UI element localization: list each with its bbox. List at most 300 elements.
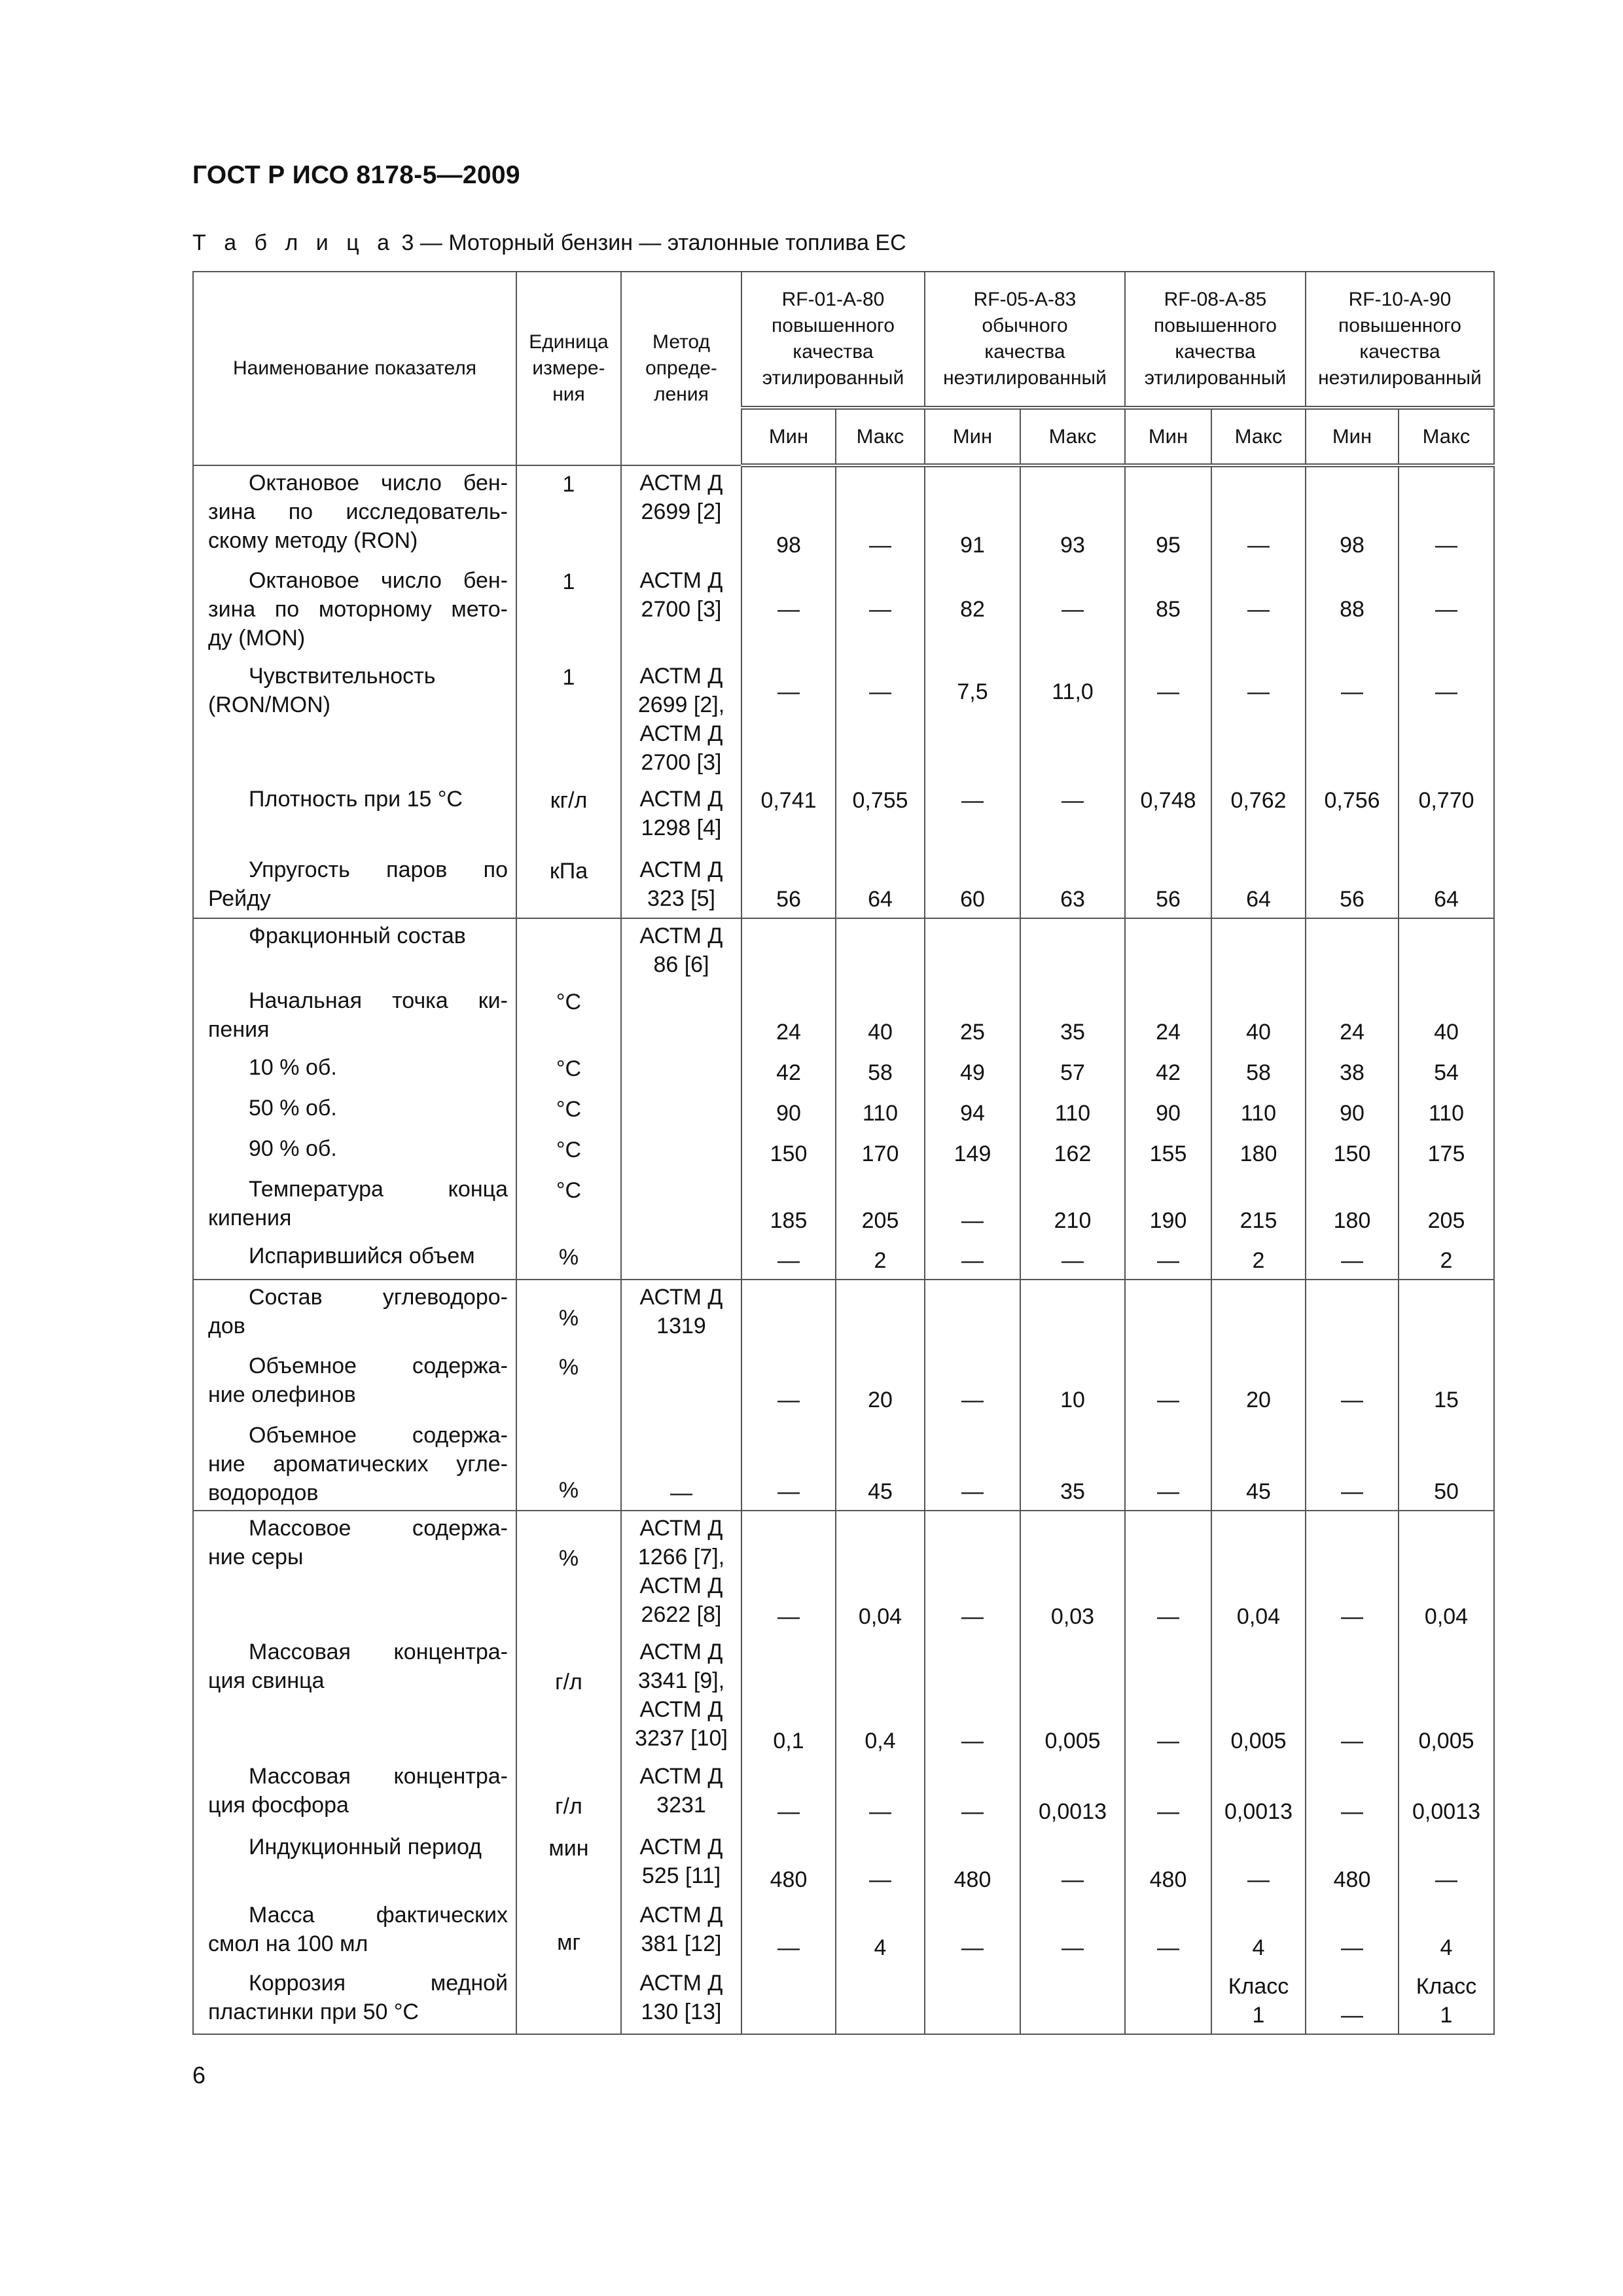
value-min-cell: 88 — [1306, 564, 1399, 659]
value-min-cell: 190 — [1125, 1172, 1211, 1239]
indicator-name — [193, 1132, 516, 1172]
indicator-name-line: водородов — [208, 1480, 319, 1505]
header-min: Мин — [741, 408, 836, 465]
value-max-cell: — — [1399, 1830, 1494, 1898]
method-cell: АСТМ Д 2700 [3] — [621, 564, 741, 659]
method-cell: — — [621, 1418, 741, 1511]
header-min: Мин — [1306, 408, 1399, 465]
value-min-cell: 150 — [741, 1132, 836, 1172]
value-max-cell: — — [1020, 1239, 1125, 1280]
method-cell: АСТМ Д 381 [12] — [621, 1898, 741, 1966]
unit-cell: % — [516, 1280, 621, 1349]
value-min-cell: 0,756 — [1306, 782, 1399, 853]
value-min-cell: 42 — [1125, 1050, 1211, 1091]
unit-cell: 1 — [516, 465, 621, 564]
table-row — [193, 1172, 1494, 1239]
indicator-name — [193, 1511, 516, 1635]
value-max-cell: 0,770 — [1399, 782, 1494, 853]
value-min-cell: — — [741, 1759, 836, 1830]
value-min-cell: 7,5 — [925, 659, 1020, 782]
header-max: Макс — [836, 408, 925, 465]
indicator-name-line: Плотность при 15 °C — [249, 787, 463, 812]
value-max-cell: 0,03 — [1020, 1511, 1125, 1635]
indicator-name-line: ция свинца — [208, 1668, 325, 1693]
table-row — [193, 465, 1494, 564]
unit-cell: г/л — [516, 1635, 621, 1759]
value-max-cell: 110 — [836, 1091, 925, 1132]
indicator-name — [193, 1830, 516, 1898]
indicator-name-line: Объемное содержа- — [249, 1354, 508, 1378]
method-cell — [621, 1239, 741, 1280]
method-cell: АСТМ Д 3341 [9], АСТМ Д 3237 [10] — [621, 1635, 741, 1759]
indicator-name-line: Фракционный состав — [249, 924, 466, 948]
header-method: Метод опреде- ления — [621, 272, 741, 465]
value-max-cell: 0,762 — [1211, 782, 1306, 853]
value-min-cell: — — [925, 1172, 1020, 1239]
table-row — [193, 1898, 1494, 1966]
indicator-name-line: скому методу (RON) — [208, 528, 418, 553]
value-max-cell: 205 — [836, 1172, 925, 1239]
method-cell — [621, 1050, 741, 1091]
method-cell: АСТМ Д 86 [6] — [621, 918, 741, 984]
value-min-cell: — — [1125, 659, 1211, 782]
value-min-cell: — — [741, 1511, 836, 1635]
value-max-cell: 170 — [836, 1132, 925, 1172]
value-max-cell: 45 — [836, 1418, 925, 1511]
value-max-cell: 0,0013 — [1020, 1759, 1125, 1830]
value-min-cell: 24 — [1125, 984, 1211, 1050]
table-row — [193, 659, 1494, 782]
table-row — [193, 853, 1494, 918]
indicator-name-line: Массовое содержа- — [249, 1516, 508, 1541]
unit-cell — [516, 918, 621, 984]
value-max-cell: 63 — [1020, 853, 1125, 918]
value-max-cell: 57 — [1020, 1050, 1125, 1091]
value-min-cell: — — [741, 1898, 836, 1966]
table-row — [193, 1050, 1494, 1091]
value-max-cell: — — [1399, 465, 1494, 564]
header-fuel-rf-05: RF-05-A-83 обычного качества неэтилированный — [925, 272, 1125, 408]
value-min-cell: 0,741 — [741, 782, 836, 853]
value-max-cell: 2 — [1399, 1239, 1494, 1280]
indicator-name — [193, 782, 516, 853]
value-min-cell: — — [741, 659, 836, 782]
value-max-cell — [836, 1280, 925, 1349]
table-row — [193, 984, 1494, 1050]
value-min-cell: 480 — [741, 1830, 836, 1898]
table-row — [193, 1091, 1494, 1132]
value-max-cell: — — [1020, 1898, 1125, 1966]
header-min: Мин — [925, 408, 1020, 465]
value-max-cell: 64 — [1399, 853, 1494, 918]
unit-cell: 1 — [516, 564, 621, 659]
value-max-cell: 110 — [1020, 1091, 1125, 1132]
value-min-cell — [741, 1966, 836, 2034]
header-max: Макс — [1020, 408, 1125, 465]
table-row — [193, 1966, 1494, 2034]
value-min-cell: — — [1306, 1898, 1399, 1966]
indicator-name-line: кипения — [208, 1206, 292, 1230]
value-max-cell: — — [1211, 564, 1306, 659]
value-max-cell: 0,0013 — [1211, 1759, 1306, 1830]
value-max-cell: 4 — [1399, 1898, 1494, 1966]
method-cell: АСТМ Д 1266 [7], АСТМ Д 2622 [8] — [621, 1511, 741, 1635]
method-cell — [621, 984, 741, 1050]
value-min-cell: 480 — [1306, 1830, 1399, 1898]
value-min-cell: — — [1306, 1966, 1399, 2034]
value-max-cell: 0,04 — [1211, 1511, 1306, 1635]
value-min-cell: 98 — [741, 465, 836, 564]
value-max-cell: — — [1211, 465, 1306, 564]
value-max-cell: — — [1020, 564, 1125, 659]
value-max-cell: 0,005 — [1399, 1635, 1494, 1759]
unit-cell: мг — [516, 1898, 621, 1966]
value-min-cell: 94 — [925, 1091, 1020, 1132]
value-min-cell: 49 — [925, 1050, 1020, 1091]
fuel-spec-table — [192, 271, 1495, 2035]
value-min-cell: — — [925, 1635, 1020, 1759]
unit-cell: мин — [516, 1830, 621, 1898]
indicator-name-line: ние серы — [208, 1545, 304, 1570]
table-row — [193, 1132, 1494, 1172]
value-min-cell: — — [925, 1239, 1020, 1280]
value-max-cell: 205 — [1399, 1172, 1494, 1239]
value-min-cell: 150 — [1306, 1132, 1399, 1172]
value-min-cell: — — [741, 1349, 836, 1418]
method-cell: АСТМ Д 525 [11] — [621, 1830, 741, 1898]
value-max-cell: 58 — [1211, 1050, 1306, 1091]
unit-cell: кПа — [516, 853, 621, 918]
unit-cell: % — [516, 1418, 621, 1511]
indicator-name — [193, 1966, 516, 2034]
value-min-cell: 155 — [1125, 1132, 1211, 1172]
value-min-cell: — — [925, 1759, 1020, 1830]
table-row — [193, 564, 1494, 659]
value-min-cell: 480 — [925, 1830, 1020, 1898]
value-min-cell: 85 — [1125, 564, 1211, 659]
indicator-name-line: зина по исследователь- — [208, 499, 508, 524]
value-max-cell: — — [836, 465, 925, 564]
method-cell: АСТМ Д 3231 — [621, 1759, 741, 1830]
indicator-name-line: Масса фактических — [249, 1903, 508, 1928]
indicator-name-line: смол на 100 мл — [208, 1931, 368, 1956]
value-min-cell: 95 — [1125, 465, 1211, 564]
value-max-cell — [836, 918, 925, 984]
header-unit: Единица измере- ния — [516, 272, 621, 465]
table-row — [193, 918, 1494, 984]
value-max-cell: Класс 1 — [1211, 1966, 1306, 2034]
table-row — [193, 1280, 1494, 1349]
indicator-name-line: ция фосфора — [208, 1793, 349, 1818]
method-cell: АСТМ Д 130 [13] — [621, 1966, 741, 2034]
value-min-cell: — — [1306, 1635, 1399, 1759]
indicator-name-line: Октановое число бен- — [249, 568, 508, 593]
value-min-cell: — — [1306, 1349, 1399, 1418]
value-max-cell: 54 — [1399, 1050, 1494, 1091]
table-row — [193, 1349, 1494, 1418]
unit-cell: °C — [516, 1091, 621, 1132]
indicator-name — [193, 984, 516, 1050]
indicator-name — [193, 465, 516, 564]
value-min-cell: 25 — [925, 984, 1020, 1050]
unit-cell: °C — [516, 984, 621, 1050]
indicator-name-line: Объемное содержа- — [249, 1423, 508, 1448]
indicator-name-line: дов — [208, 1314, 245, 1338]
value-min-cell: 60 — [925, 853, 1020, 918]
value-min-cell: — — [925, 1349, 1020, 1418]
header-max: Макс — [1211, 408, 1306, 465]
value-min-cell — [1125, 918, 1211, 984]
value-min-cell — [925, 918, 1020, 984]
value-min-cell: — — [1125, 1511, 1211, 1635]
table-body — [193, 465, 1494, 2034]
value-min-cell: — — [1125, 1349, 1211, 1418]
indicator-name — [193, 853, 516, 918]
value-min-cell: 91 — [925, 465, 1020, 564]
value-min-cell: 185 — [741, 1172, 836, 1239]
value-max-cell: 0,0013 — [1399, 1759, 1494, 1830]
method-cell: АСТМ Д 1319 — [621, 1280, 741, 1349]
value-min-cell: — — [925, 1511, 1020, 1635]
table-row — [193, 1239, 1494, 1280]
value-min-cell: — — [1306, 1759, 1399, 1830]
value-max-cell — [1020, 1280, 1125, 1349]
unit-cell: % — [516, 1239, 621, 1280]
value-min-cell — [741, 1280, 836, 1349]
method-cell: АСТМ Д 2699 [2] — [621, 465, 741, 564]
method-cell — [621, 1132, 741, 1172]
method-cell: АСТМ Д 323 [5] — [621, 853, 741, 918]
indicator-name-line: 50 % об. — [249, 1096, 337, 1121]
value-max-cell: 2 — [1211, 1239, 1306, 1280]
value-min-cell — [1125, 1280, 1211, 1349]
value-min-cell: 42 — [741, 1050, 836, 1091]
value-min-cell: 149 — [925, 1132, 1020, 1172]
value-min-cell — [925, 1280, 1020, 1349]
unit-cell: 1 — [516, 659, 621, 782]
value-max-cell: 2 — [836, 1239, 925, 1280]
indicator-name-line: 10 % об. — [249, 1055, 337, 1080]
table-row — [193, 1511, 1494, 1635]
indicator-name — [193, 918, 516, 984]
indicator-name-line: Коррозия медной — [249, 1971, 508, 1996]
value-max-cell — [1211, 918, 1306, 984]
unit-cell: % — [516, 1349, 621, 1418]
value-max-cell: — — [1211, 1830, 1306, 1898]
value-min-cell: — — [1125, 1418, 1211, 1511]
value-min-cell: — — [1306, 659, 1399, 782]
value-min-cell: — — [1125, 1635, 1211, 1759]
value-max-cell: — — [1399, 659, 1494, 782]
unit-cell: % — [516, 1511, 621, 1635]
indicator-name — [193, 1635, 516, 1759]
unit-cell: °C — [516, 1172, 621, 1239]
value-max-cell: 0,005 — [1211, 1635, 1306, 1759]
value-max-cell: 64 — [1211, 853, 1306, 918]
value-max-cell: — — [1020, 782, 1125, 853]
value-max-cell: 0,005 — [1020, 1635, 1125, 1759]
indicator-name-line: пения — [208, 1017, 270, 1042]
value-max-cell: 45 — [1211, 1418, 1306, 1511]
indicator-name-line: Массовая концентра- — [249, 1640, 508, 1664]
value-max-cell: — — [836, 1830, 925, 1898]
value-min-cell: 180 — [1306, 1172, 1399, 1239]
value-min-cell: 90 — [1125, 1091, 1211, 1132]
value-min-cell: — — [741, 564, 836, 659]
table-caption-title: — Моторный бензин — эталонные топлива ЕС — [419, 230, 906, 255]
value-min-cell: — — [1306, 1239, 1399, 1280]
value-max-cell: 0,04 — [1399, 1511, 1494, 1635]
value-min-cell: 56 — [1125, 853, 1211, 918]
value-max-cell: 15 — [1399, 1349, 1494, 1418]
indicator-name-line: Рейду — [208, 886, 271, 911]
indicator-name-line: Начальная точка ки- — [249, 988, 508, 1013]
method-cell — [621, 1091, 741, 1132]
indicator-name — [193, 659, 516, 782]
indicator-name-line: Массовая концентра- — [249, 1764, 508, 1789]
value-max-cell: 40 — [1399, 984, 1494, 1050]
indicator-name-line: (RON/MON) — [208, 692, 330, 717]
header-fuel-rf-01: RF-01-A-80 повышенного качества этилированный — [741, 272, 925, 408]
method-cell — [621, 1349, 741, 1418]
indicator-name-line: ние ароматических угле- — [208, 1452, 508, 1477]
value-max-cell — [1399, 918, 1494, 984]
value-min-cell: — — [741, 1418, 836, 1511]
value-max-cell: 35 — [1020, 1418, 1125, 1511]
indicator-name — [193, 1050, 516, 1091]
value-min-cell: — — [925, 1418, 1020, 1511]
header-max: Макс — [1399, 408, 1494, 465]
value-max-cell: 20 — [836, 1349, 925, 1418]
value-min-cell: 38 — [1306, 1050, 1399, 1091]
value-max-cell: 10 — [1020, 1349, 1125, 1418]
value-min-cell: 0,748 — [1125, 782, 1211, 853]
indicator-name — [193, 1280, 516, 1349]
table-row — [193, 782, 1494, 853]
value-max-cell: 0,755 — [836, 782, 925, 853]
indicator-name — [193, 1172, 516, 1239]
value-max-cell: 0,4 — [836, 1635, 925, 1759]
value-min-cell: 56 — [1306, 853, 1399, 918]
value-min-cell: 98 — [1306, 465, 1399, 564]
value-min-cell: 24 — [1306, 984, 1399, 1050]
value-max-cell: 215 — [1211, 1172, 1306, 1239]
value-min-cell: 90 — [741, 1091, 836, 1132]
value-min-cell: — — [925, 1898, 1020, 1966]
value-max-cell: — — [836, 1759, 925, 1830]
value-max-cell: 175 — [1399, 1132, 1494, 1172]
value-max-cell: 35 — [1020, 984, 1125, 1050]
indicator-name — [193, 1091, 516, 1132]
value-min-cell: — — [1125, 1759, 1211, 1830]
value-min-cell: — — [1306, 1418, 1399, 1511]
value-max-cell: — — [1211, 659, 1306, 782]
indicator-name-line: ние олефинов — [208, 1382, 356, 1407]
header-fuel-rf-08: RF-08-A-85 повышенного качества этилированный — [1125, 272, 1306, 408]
value-min-cell — [925, 1966, 1020, 2034]
table-row — [193, 1418, 1494, 1511]
method-cell — [621, 1172, 741, 1239]
value-min-cell — [1306, 1280, 1399, 1349]
value-max-cell — [1211, 1280, 1306, 1349]
indicator-name — [193, 1349, 516, 1418]
indicator-name-line: зина по моторному мето- — [208, 597, 508, 622]
unit-cell: °C — [516, 1132, 621, 1172]
value-min-cell: 0,1 — [741, 1635, 836, 1759]
value-min-cell: — — [1125, 1239, 1211, 1280]
value-min-cell: 82 — [925, 564, 1020, 659]
indicator-name-line: Состав углеводоро- — [249, 1285, 508, 1310]
value-min-cell: 24 — [741, 984, 836, 1050]
indicator-name-line: Температура конца — [249, 1177, 508, 1202]
value-max-cell: 210 — [1020, 1172, 1125, 1239]
value-max-cell: 93 — [1020, 465, 1125, 564]
value-min-cell: 56 — [741, 853, 836, 918]
value-min-cell: 90 — [1306, 1091, 1399, 1132]
value-max-cell: — — [836, 564, 925, 659]
value-max-cell — [1020, 1966, 1125, 2034]
header-min: Мин — [1125, 408, 1211, 465]
value-max-cell: 110 — [1211, 1091, 1306, 1132]
table-row — [193, 1635, 1494, 1759]
value-max-cell: — — [836, 659, 925, 782]
unit-cell — [516, 1966, 621, 2034]
value-max-cell: — — [1020, 1830, 1125, 1898]
value-max-cell: 110 — [1399, 1091, 1494, 1132]
indicator-name-line: 90 % об. — [249, 1136, 337, 1161]
table-caption-number: 3 — [401, 230, 414, 255]
header-indicator-name: Наименование показателя — [193, 272, 516, 465]
page-number: 6 — [192, 2062, 206, 2089]
unit-cell: кг/л — [516, 782, 621, 853]
indicator-name — [193, 1898, 516, 1966]
indicator-name-line: Упругость паров по — [249, 857, 508, 882]
value-max-cell: 64 — [836, 853, 925, 918]
value-min-cell: — — [1125, 1898, 1211, 1966]
header-fuel-rf-10: RF-10-A-90 повышенного качества неэтилированный — [1306, 272, 1494, 408]
method-cell: АСТМ Д 1298 [4] — [621, 782, 741, 853]
value-max-cell — [1399, 1280, 1494, 1349]
value-max-cell: 4 — [1211, 1898, 1306, 1966]
value-max-cell: 180 — [1211, 1132, 1306, 1172]
table-caption — [192, 230, 906, 256]
indicator-name — [193, 1759, 516, 1830]
indicator-name-line: ду (MON) — [208, 626, 306, 651]
indicator-name-line: Чувствительность — [249, 664, 436, 689]
value-max-cell: 162 — [1020, 1132, 1125, 1172]
value-max-cell: 0,04 — [836, 1511, 925, 1635]
value-min-cell — [1125, 1966, 1211, 2034]
indicator-name-line: пластинки при 50 °C — [208, 2000, 419, 2024]
unit-cell: °C — [516, 1050, 621, 1091]
value-max-cell: 11,0 — [1020, 659, 1125, 782]
unit-cell: г/л — [516, 1759, 621, 1830]
value-max-cell: 40 — [836, 984, 925, 1050]
value-min-cell — [741, 918, 836, 984]
value-min-cell: — — [1306, 1511, 1399, 1635]
indicator-name — [193, 564, 516, 659]
table-row — [193, 1830, 1494, 1898]
value-max-cell: 20 — [1211, 1349, 1306, 1418]
value-min-cell: 480 — [1125, 1830, 1211, 1898]
value-max-cell — [836, 1966, 925, 2034]
value-max-cell: 58 — [836, 1050, 925, 1091]
indicator-name — [193, 1418, 516, 1511]
table-row — [193, 1759, 1494, 1830]
value-min-cell — [1306, 918, 1399, 984]
document-code-header: ГОСТ Р ИСО 8178-5—2009 — [192, 161, 520, 189]
indicator-name — [193, 1239, 516, 1280]
